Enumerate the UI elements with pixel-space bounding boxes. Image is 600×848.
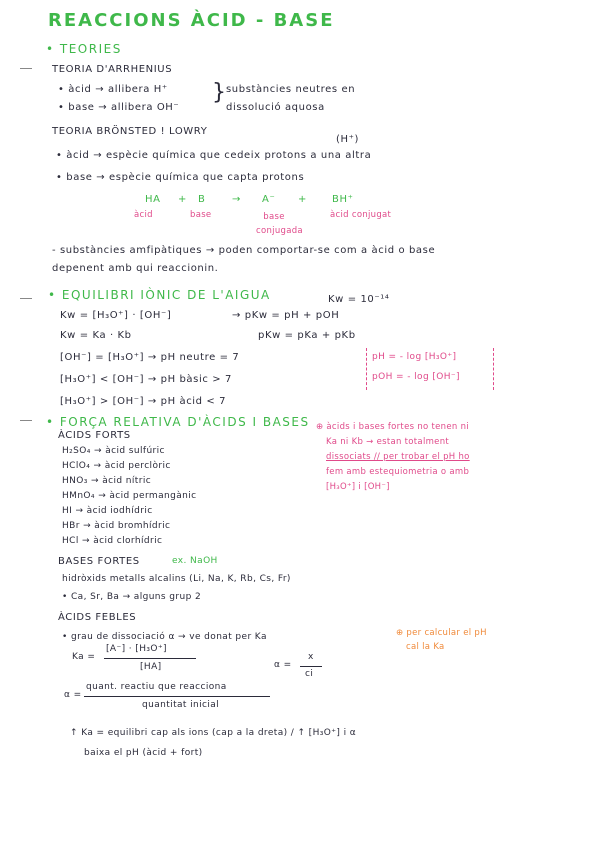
eq-b: B xyxy=(198,194,206,205)
alpha-lhs: α = xyxy=(274,660,292,670)
eq-plus-2: + xyxy=(298,194,307,205)
amphiprotic-line-1: - substàncies amfipàtiques → poden comportar-se com a àcid o base xyxy=(52,245,436,256)
weak-acids-line-1: • grau de dissociació α → ve donat per Ka xyxy=(62,632,267,642)
amphiprotic-line-2: depenent amb qui reaccionin. xyxy=(52,263,219,274)
bronsted-hplus: (H⁺) xyxy=(336,134,360,145)
ka-fraction-bar xyxy=(104,658,196,659)
margin-mark xyxy=(20,420,32,421)
kw-value: Kw = 10⁻¹⁴ xyxy=(328,294,390,305)
orange-note-1: ⊕ per calcular el pH xyxy=(396,628,487,638)
section-equilibri: • EQUILIBRI IÒNIC DE L'AIGUA xyxy=(48,288,271,302)
strong-bases-heading: BASES FORTES xyxy=(58,556,140,567)
arrhenius-note-1: substàncies neutres en xyxy=(226,84,356,95)
eq-a: A⁻ xyxy=(262,194,276,205)
strong-acid-item: H₂SO₄ → àcid sulfúric xyxy=(62,446,165,456)
alpha-def-numerator: quant. reactiu que reacciona xyxy=(86,682,227,692)
strong-acid-item: HCl → àcid clorhídric xyxy=(62,536,163,546)
strong-note-line: ⊕ àcids i bases fortes no tenen ni xyxy=(316,422,469,432)
alpha-def-denominator: quantitat inicial xyxy=(142,700,220,710)
eq-line-1b: → pKw = pH + pOH xyxy=(232,310,340,321)
alpha-fraction-bar xyxy=(300,666,322,667)
bronsted-acid: • àcid → espècie química que cedeix protons a una altra xyxy=(56,150,372,161)
strong-acid-item: HClO₄ → àcid perclòric xyxy=(62,461,171,471)
eq-bh: BH⁺ xyxy=(332,194,354,205)
eq-ha: HA xyxy=(145,194,161,205)
brace-icon: } xyxy=(212,80,226,105)
strong-acids-heading: ÀCIDS FORTS xyxy=(58,430,131,441)
margin-mark xyxy=(20,298,32,299)
eq-line-3: [OH⁻] = [H₃O⁺] → pH neutre = 7 xyxy=(60,352,240,363)
strong-acid-item: HMnO₄ → àcid permangànic xyxy=(62,491,197,501)
eq-line-5: [H₃O⁺] > [OH⁻] → pH àcid < 7 xyxy=(60,396,227,407)
arrhenius-base: • base → allibera OH⁻ xyxy=(58,102,180,113)
label-conj-acid: àcid conjugat xyxy=(330,210,392,220)
final-note-1: ↑ Ka = equilibri cap als ions (cap a la dreta) / ↑ [H₃O⁺] i α xyxy=(70,728,357,738)
strong-bases-example: ex. NaOH xyxy=(172,556,218,566)
ka-numerator: [A⁻] · [H₃O⁺] xyxy=(106,644,167,654)
strong-note-line: [H₃O⁺] i [OH⁻] xyxy=(326,482,390,492)
eq-line-4: [H₃O⁺] < [OH⁻] → pH bàsic > 7 xyxy=(60,374,232,385)
label-conj-base: base conjugada xyxy=(256,212,303,236)
final-note-2: baixa el pH (àcid + fort) xyxy=(84,748,203,758)
page-title: REACCIONS ÀCID - BASE xyxy=(48,10,335,31)
arrhenius-acid: • àcid → allibera H⁺ xyxy=(58,84,168,95)
weak-acids-heading: ÀCIDS FEBLES xyxy=(58,612,137,623)
strong-bases-line-2: • Ca, Sr, Ba → alguns grup 2 xyxy=(62,592,202,602)
eq-plus-1: + xyxy=(178,194,187,205)
arrhenius-heading: TEORIA D'ARRHENIUS xyxy=(52,64,173,75)
strong-acid-item: HNO₃ → àcid nítric xyxy=(62,476,152,486)
strong-note-line: fem amb estequiometria o amb xyxy=(326,467,470,477)
eq-arrow: → xyxy=(232,194,241,205)
section-forca: • FORÇA RELATIVA D'ÀCIDS I BASES xyxy=(46,415,310,429)
alpha-numerator: x xyxy=(308,652,314,662)
arrhenius-note-2: dissolució aquosa xyxy=(226,102,325,113)
eq-line-2b: pKw = pKa + pKb xyxy=(258,330,356,341)
eq-line-2a: Kw = Ka · Kb xyxy=(60,330,132,341)
label-acid: àcid xyxy=(134,210,153,220)
strong-note-line: Ka ni Kb → estan totalment xyxy=(326,437,450,447)
strong-acid-item: HBr → àcid bromhídric xyxy=(62,521,171,531)
ka-denominator: [HA] xyxy=(140,662,162,672)
ka-lhs: Ka = xyxy=(72,652,96,662)
poh-formula: pOH = - log [OH⁻] xyxy=(372,372,460,382)
strong-note-line: dissociats // per trobar el pH ho xyxy=(326,452,470,462)
alpha-def-lhs: α = xyxy=(64,690,82,700)
margin-mark xyxy=(20,68,32,69)
ph-formula: pH = - log [H₃O⁺] xyxy=(372,352,457,362)
bronsted-heading: TEORIA BRÖNSTED ! LOWRY xyxy=(52,126,208,137)
eq-line-1a: Kw = [H₃O⁺] · [OH⁻] xyxy=(60,310,172,321)
strong-acid-item: HI → àcid iodhídric xyxy=(62,506,153,516)
bronsted-base: • base → espècie química que capta protons xyxy=(56,172,305,183)
strong-bases-line-1: hidròxids metalls alcalins (Li, Na, K, Rb, Cs, Fr) xyxy=(62,574,291,584)
label-base: base xyxy=(190,210,212,220)
alpha-def-fraction-bar xyxy=(84,696,270,697)
alpha-denominator: ci xyxy=(305,669,314,679)
orange-note-2: cal la Ka xyxy=(406,642,445,652)
section-teories: • TEORIES xyxy=(46,42,122,56)
